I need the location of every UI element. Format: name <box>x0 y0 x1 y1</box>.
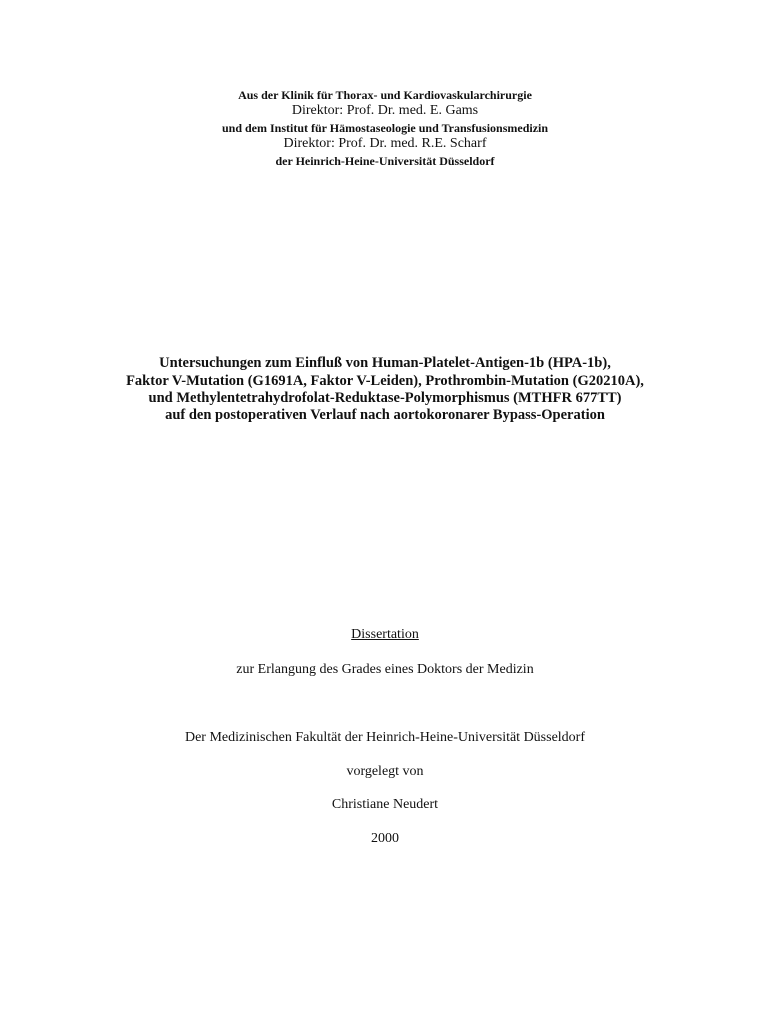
year-line: 2000 <box>371 831 399 846</box>
title-line-4: auf den postoperativen Verlauf nach aortokoronarer Bypass-Operation <box>165 407 605 423</box>
institute-director-line: Direktor: Prof. Dr. med. R.E. Scharf <box>283 136 487 151</box>
clinic-line: Aus der Klinik für Thorax- und Kardiovaskularchirurgie <box>238 88 532 102</box>
title-line-1: Untersuchungen zum Einfluß von Human-Platelet-Antigen-1b (HPA-1b), <box>159 355 611 371</box>
institute-line: und dem Institut für Hämostaseologie und Transfusionsmedizin <box>221 121 549 135</box>
purpose-line: zur Erlangung des Grades eines Doktors der Medizin <box>236 662 534 677</box>
submitted-by-line: vorgelegt von <box>346 764 424 779</box>
author-name: Christiane Neudert <box>331 797 439 812</box>
faculty-line: Der Medizinischen Fakultät der Heinrich-Heine-Universität Düsseldorf <box>184 730 586 745</box>
document-type: Dissertation <box>351 627 419 642</box>
university-line: der Heinrich-Heine-Universität Düsseldorf <box>275 154 495 168</box>
clinic-director-line: Direktor: Prof. Dr. med. E. Gams <box>291 103 479 118</box>
title-line-3: und Methylentetrahydrofolat-Reduktase-Polymorphismus (MTHFR 677TT) <box>148 390 622 406</box>
title-line-2: Faktor V-Mutation (G1691A, Faktor V-Leiden), Prothrombin-Mutation (G20210A), <box>126 373 644 389</box>
